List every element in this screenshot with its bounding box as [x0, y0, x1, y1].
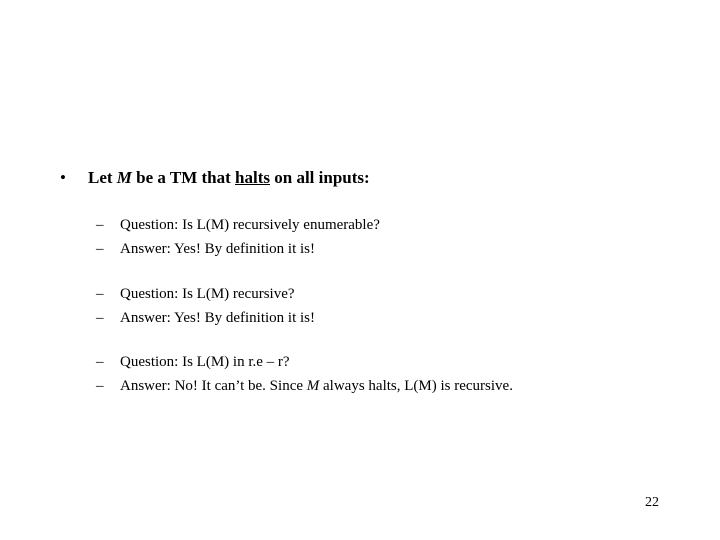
- question-text: Question: Is L(M) recursively enumerable?: [120, 217, 380, 233]
- main-bullet-prefix: Let: [88, 168, 117, 187]
- question-text: Question: Is L(M) in r.e – r?: [120, 354, 290, 370]
- dash-marker: –: [96, 241, 104, 257]
- answer-text: [120, 374, 513, 398]
- answer-text: Answer: Yes! By definition it is!: [120, 310, 315, 326]
- main-bullet-middle: be a TM that: [131, 168, 236, 187]
- dash-marker: –: [96, 378, 104, 394]
- main-bullet-suffix: on all inputs:: [270, 168, 370, 187]
- dash-marker: –: [96, 310, 104, 326]
- answer-variable: M: [306, 378, 320, 394]
- page-number: 22: [645, 495, 659, 510]
- main-bullet-variable: M: [116, 168, 132, 187]
- answer-prefix: Answer: No! It can’t be. Since: [120, 378, 307, 394]
- main-bullet-emphasis: halts: [235, 168, 270, 187]
- question-text: Question: Is L(M) recursive?: [120, 286, 295, 302]
- dash-marker: –: [96, 354, 104, 370]
- dash-marker: –: [96, 217, 104, 233]
- dash-marker: –: [96, 286, 104, 302]
- answer-suffix: always halts, L(M) is recursive.: [319, 378, 513, 394]
- answer-text: Answer: Yes! By definition it is!: [120, 241, 315, 257]
- main-bullet-text: [88, 166, 370, 190]
- bullet-marker: •: [60, 168, 66, 187]
